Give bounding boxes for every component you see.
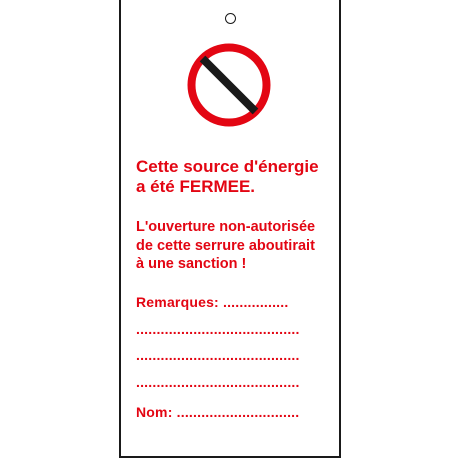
heading-line-1: Cette source d'énergie xyxy=(136,157,319,176)
remarks-line-3: ........................................ xyxy=(136,374,300,390)
warning-line-3: à une sanction ! xyxy=(136,256,247,272)
lockout-tag xyxy=(119,0,341,458)
name-field: Nom: .............................. xyxy=(136,404,300,420)
remarks-line-1: ........................................ xyxy=(136,321,300,337)
remarks-field: Remarques: ................ xyxy=(136,294,289,310)
hanging-hole-icon xyxy=(225,13,236,24)
warning-text xyxy=(136,218,315,274)
warning-line-2: de cette serrure aboutirait xyxy=(136,237,315,254)
tag-heading xyxy=(136,157,319,197)
warning-line-1: L'ouverture non-autorisée xyxy=(136,219,316,235)
heading-line-2: a été FERMEE. xyxy=(136,177,256,196)
prohibition-sign-icon xyxy=(186,42,272,128)
remarks-line-2: ........................................ xyxy=(136,347,300,363)
